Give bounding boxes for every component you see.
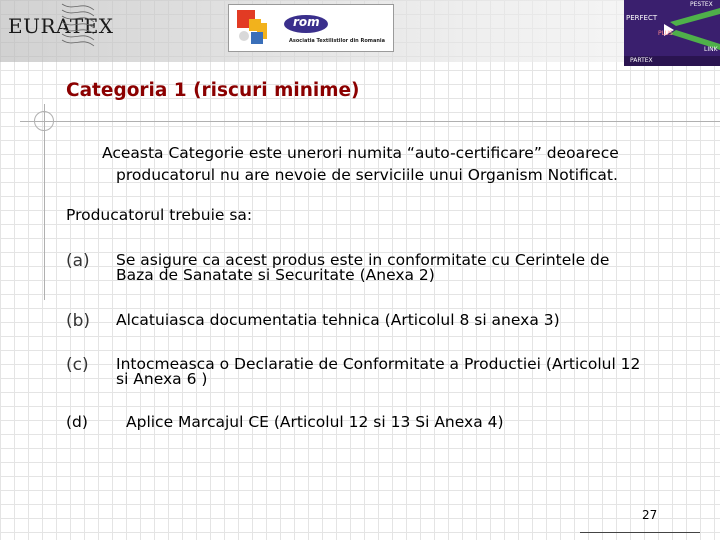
vertical-rule — [44, 104, 45, 300]
partner-logo — [624, 0, 720, 66]
item-c-line-1: Intocmeasca o Declaratie de Conformitate a Productiei (Articolul 12 — [116, 355, 641, 373]
item-text-b — [116, 313, 676, 328]
item-marker-a: (a) — [66, 251, 90, 271]
page-number: 27 — [642, 508, 658, 522]
item-a-line-1: Se asigure ca acest produs este in conformitate cu Cerintele de — [116, 251, 610, 269]
atr-logo-caption: Asociatia Textilistilor din Romania — [289, 38, 385, 44]
item-text-d — [126, 415, 686, 430]
partner-label-link: LINK — [704, 46, 718, 53]
atr-logo-wordmark: rom — [293, 15, 320, 29]
item-marker-d: (d) — [66, 413, 88, 431]
item-marker-b: (b) — [66, 311, 91, 331]
crosshair-circle — [34, 111, 54, 131]
horizontal-rule — [20, 121, 720, 122]
item-a-line-2: Baza de Sanatate si Securitate (Anexa 2) — [116, 266, 435, 284]
partner-label-plus: PLUS — [658, 30, 673, 37]
partner-label-perfect: PERFECT — [626, 14, 658, 22]
partner-label-pestex: PESTEX — [690, 1, 713, 8]
partner-label-partex: PARTEX — [630, 57, 653, 64]
lead-text: Producatorul trebuie sa: — [66, 206, 253, 224]
item-b-line-1: Alcatuiasca documentatia tehnica (Articolul 8 si anexa 3) — [116, 311, 560, 329]
euratex-logo-text: EURATEX — [8, 14, 114, 38]
item-text-c — [116, 357, 676, 387]
item-c-line-2: si Anexa 6 ) — [116, 370, 208, 388]
slide-title: Categoria 1 (riscuri minime) — [66, 80, 360, 101]
item-text-a — [116, 253, 676, 283]
intro-line-2: producatorul nu are nevoie de serviciile unui Organism Notificat. — [116, 166, 618, 184]
page-number-rule — [580, 532, 700, 533]
atr-logo — [228, 4, 394, 52]
euratex-logo-swirl — [60, 0, 100, 56]
item-d-line-1: Aplice Marcajul CE (Articolul 12 si 13 Si Anexa 4) — [126, 413, 504, 431]
item-marker-c: (c) — [66, 355, 89, 375]
intro-line-1: Aceasta Categorie este unerori numita “auto-certificare” deoarece — [102, 144, 619, 162]
intro-paragraph — [102, 142, 662, 186]
